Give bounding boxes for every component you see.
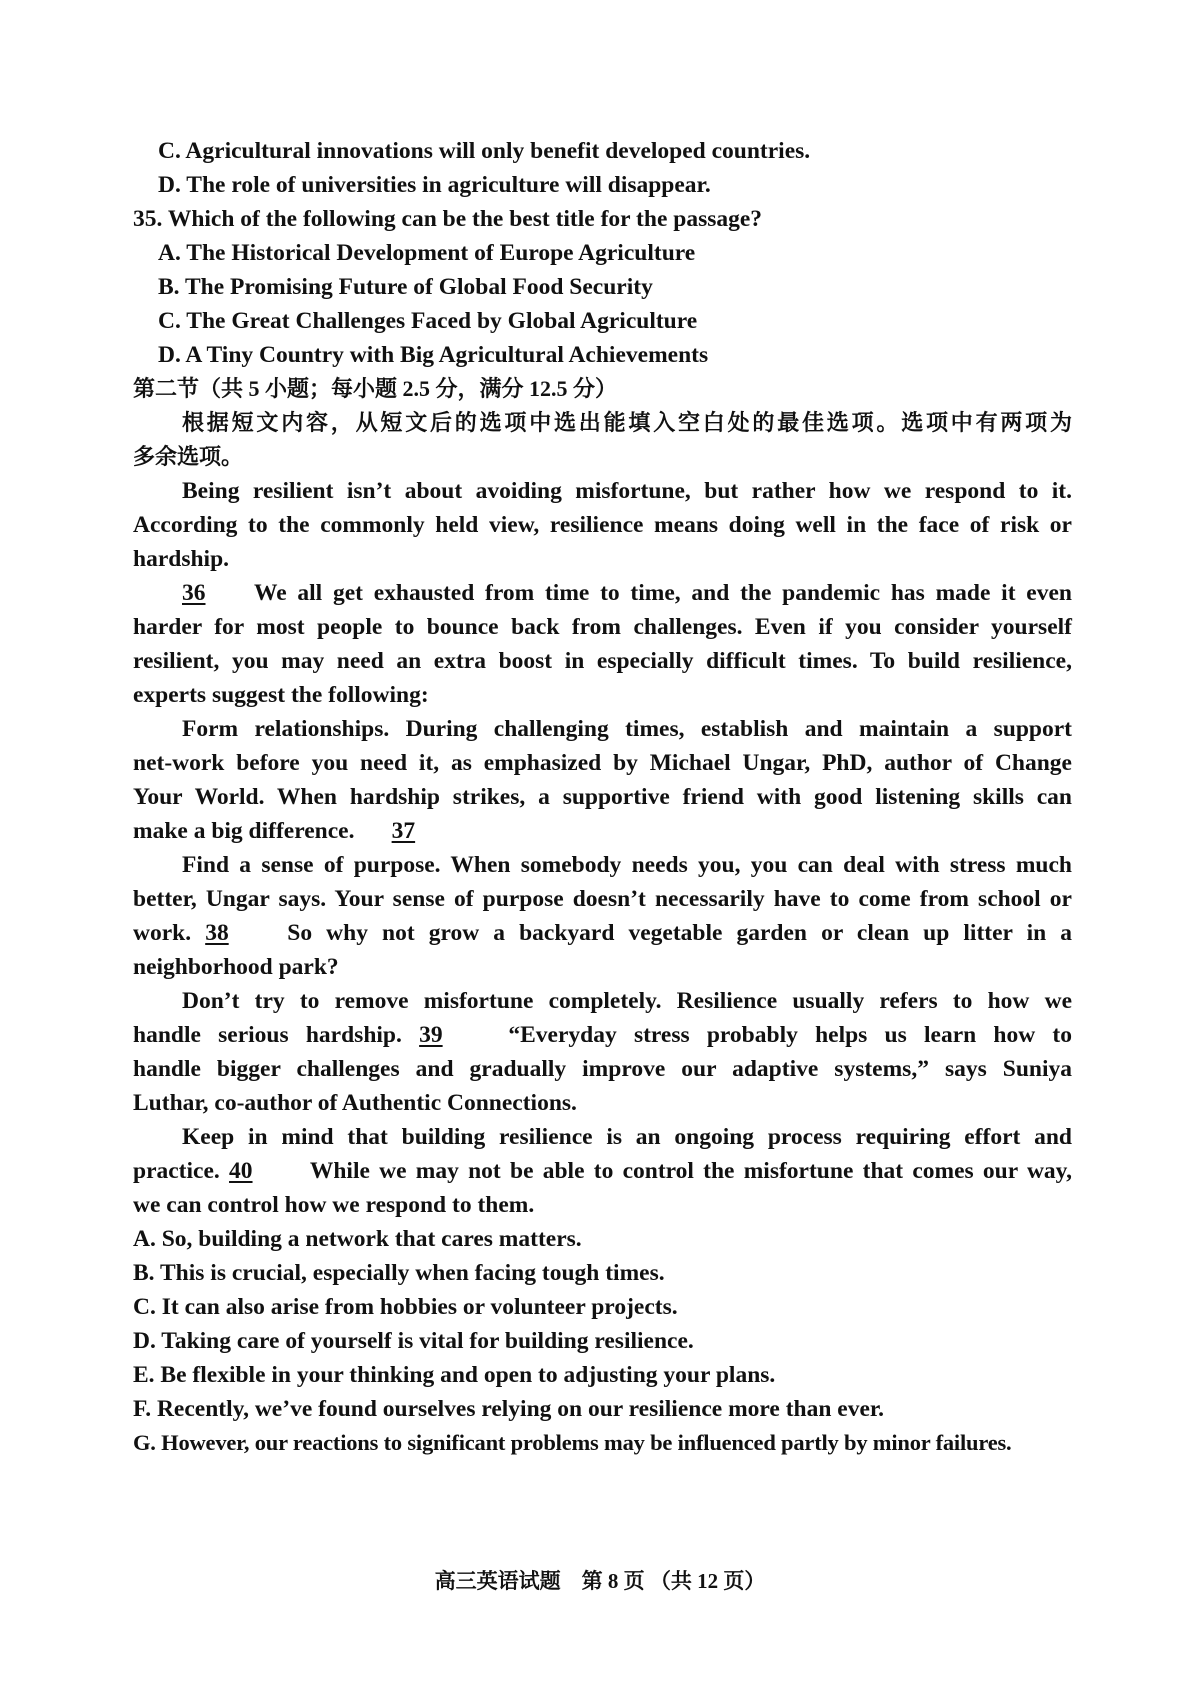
q34-option-c: C. Agricultural innovations will only benefit developed countries. — [158, 138, 811, 164]
p3-line1: Form relationships. During challenging times, establish and maintain a support — [182, 716, 1072, 742]
section-instruction-line2: 多余选项。 — [133, 444, 244, 469]
p1-line3: hardship. — [133, 546, 230, 572]
p6-line3: we can control how we respond to them. — [133, 1192, 535, 1218]
q35-option-a: A. The Historical Development of Europe Agriculture — [158, 240, 696, 266]
section-heading: 第二节（共 5 小题；每小题 2.5 分，满分 12.5 分） — [133, 376, 618, 401]
choice-e: E. Be flexible in your thinking and open to adjusting your plans. — [133, 1362, 776, 1388]
section-instruction-line1: 根据短文内容，从短文后的选项中选出能填入空白处的最佳选项。选项中有两项为 — [182, 410, 1072, 435]
p5-line2 — [133, 1024, 1072, 1048]
p6-line2-pre: practice. — [133, 1158, 220, 1184]
p3-line2: net-work before you need it, as emphasized by Michael Ungar, PhD, author of Change — [133, 750, 1072, 776]
p2-line1-text: We all get exhausted from time to time, and the pandemic has made it even — [254, 580, 1072, 606]
blank-39: 39 — [419, 1022, 443, 1048]
p5-line2-pre: handle serious hardship. — [133, 1022, 402, 1048]
p5-line3: handle bigger challenges and gradually improve our adaptive systems,” says Suniya — [133, 1056, 1072, 1082]
p3-line4-text: make a big difference. — [133, 818, 355, 844]
blank-37: 37 — [391, 818, 416, 844]
blank-38: 38 — [205, 920, 229, 946]
p5-line4: Luthar, co-author of Authentic Connections. — [133, 1090, 577, 1116]
choice-d: D. Taking care of yourself is vital for building resilience. — [133, 1328, 694, 1354]
p2-line4: experts suggest the following: — [133, 682, 429, 708]
p4-line1: Find a sense of purpose. When somebody needs you, you can deal with stress much — [182, 852, 1072, 878]
p2-line1 — [182, 582, 1072, 606]
p6-line2-post: While we may not be able to control the misfortune that comes our way, — [309, 1158, 1073, 1184]
q35-stem: 35. Which of the following can be the best title for the passage? — [133, 206, 763, 232]
p6-line1: Keep in mind that building resilience is an ongoing process requiring effort and — [182, 1124, 1072, 1150]
page-footer: 高三英语试题 第 8 页 （共 12 页） — [434, 1569, 766, 1593]
p5-line2-post: “Everyday stress probably helps us learn how to — [508, 1022, 1073, 1048]
p3-line4 — [133, 820, 438, 844]
choice-f: F. Recently, we’ve found ourselves relying on our resilience more than ever. — [133, 1396, 885, 1422]
q35-option-d: D. A Tiny Country with Big Agricultural Achievements — [158, 342, 709, 368]
p5-line1: Don’t try to remove misfortune completely. Resilience usually refers to how we — [182, 988, 1072, 1014]
p2-line3: resilient, you may need an extra boost in especially difficult times. To build resilience, — [133, 648, 1072, 674]
choice-a: A. So, building a network that cares matters. — [133, 1226, 582, 1252]
p3-line3: Your World. When hardship strikes, a supportive friend with good listening skills can — [133, 784, 1072, 810]
p2-line2: harder for most people to bounce back from challenges. Even if you consider yourself — [133, 614, 1072, 640]
q35-option-b: B. The Promising Future of Global Food Security — [158, 274, 653, 300]
blank-36: 36 — [182, 580, 206, 606]
p4-line3-pre: work. — [133, 920, 192, 946]
choice-c: C. It can also arise from hobbies or volunteer projects. — [133, 1294, 678, 1320]
p4-line4: neighborhood park? — [133, 954, 339, 980]
choice-g: G. However, our reactions to significant problems may be influenced partly by minor failures. — [133, 1430, 1012, 1455]
p1-line1: Being resilient isn’t about avoiding misfortune, but rather how we respond to it. — [182, 478, 1072, 504]
q35-option-c: C. The Great Challenges Faced by Global Agriculture — [158, 308, 698, 334]
p4-line2: better, Ungar says. Your sense of purpose doesn’t necessarily have to come from school or — [133, 886, 1072, 912]
p1-line2: According to the commonly held view, resilience means doing well in the face of risk or — [133, 512, 1072, 538]
blank-40: 40 — [229, 1158, 253, 1184]
p6-line2 — [133, 1160, 1072, 1184]
choice-b: B. This is crucial, especially when facing tough times. — [133, 1260, 665, 1286]
p4-line3-post: So why not grow a backyard vegetable garden or clean up litter in a — [287, 920, 1073, 946]
p4-line3 — [133, 922, 1072, 946]
q34-option-d: D. The role of universities in agriculture will disappear. — [158, 172, 711, 198]
